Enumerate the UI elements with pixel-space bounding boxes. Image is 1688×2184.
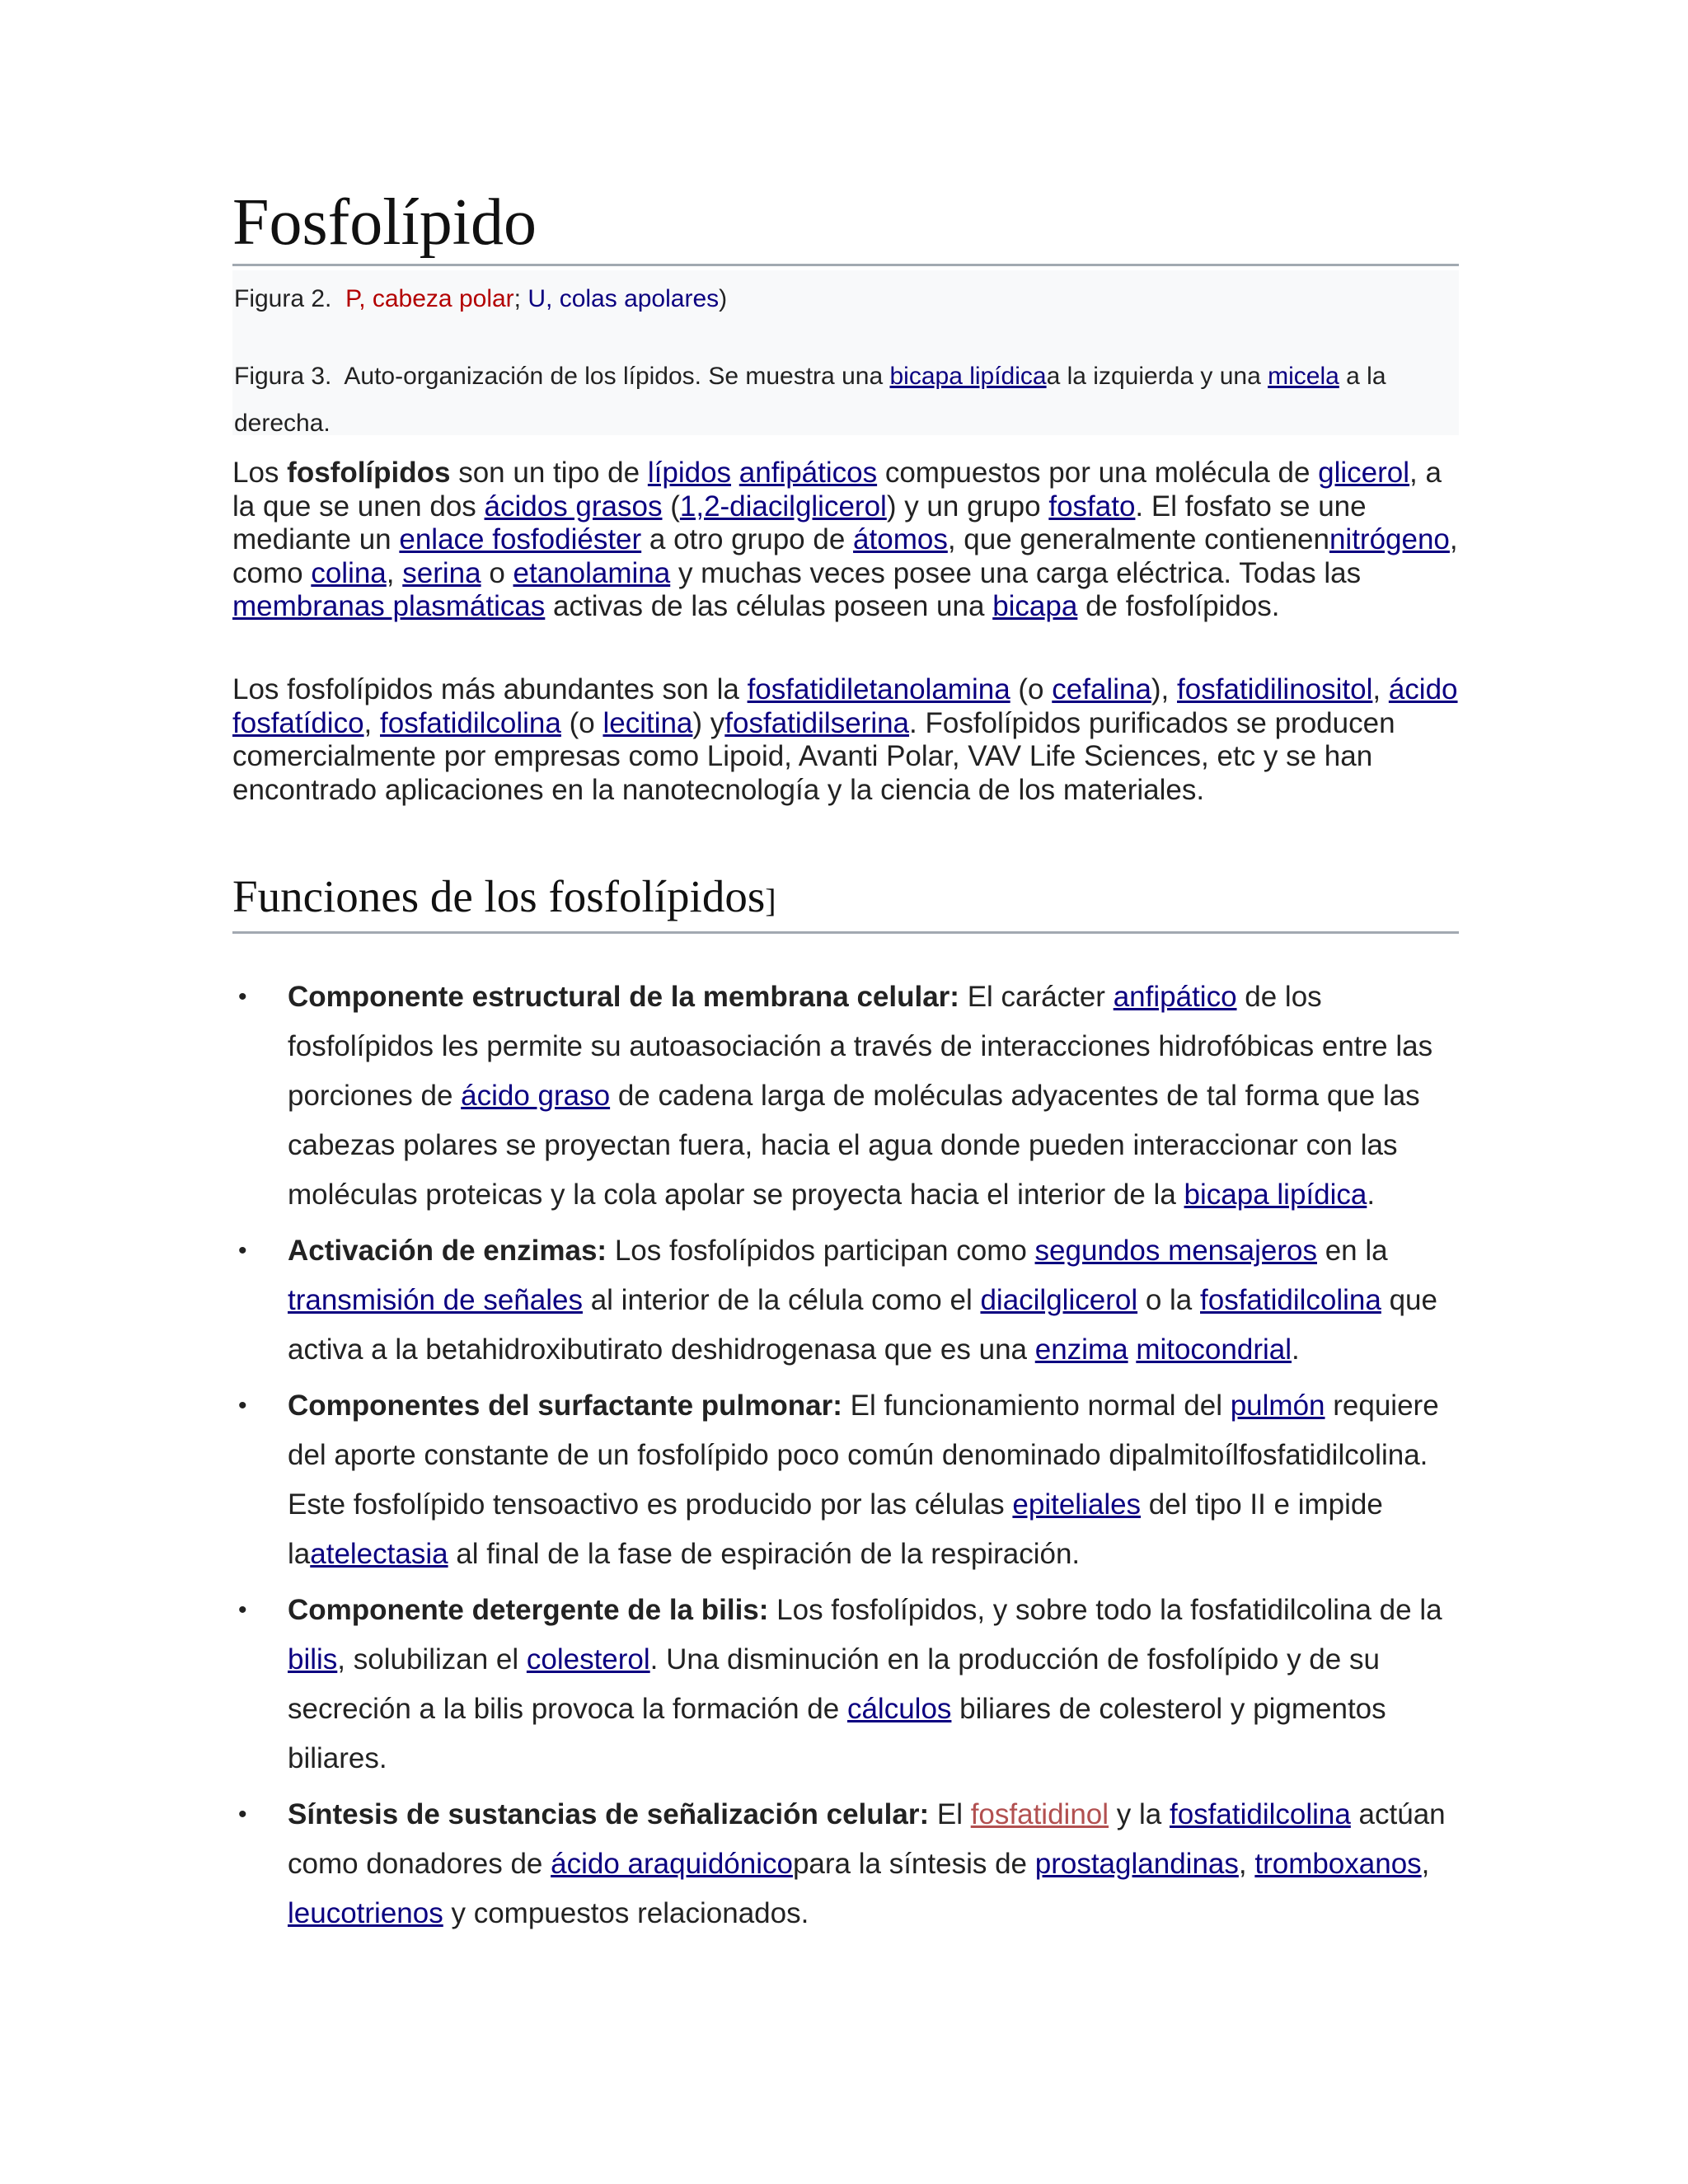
link-lecitina[interactable]: lecitina — [603, 706, 693, 739]
intro-text: , que generalmente contienen — [947, 523, 1329, 555]
abundant-text: (o — [1018, 673, 1044, 705]
link-epiteliales[interactable]: epiteliales — [1012, 1488, 1142, 1521]
figure-3-caption — [234, 353, 1457, 447]
list-item — [232, 1381, 1459, 1579]
intro-text: , como — [232, 523, 1458, 589]
link-fosfatidilinositol[interactable]: fosfatidilinositol — [1177, 673, 1373, 705]
fig3-text-2: a la izquierda y una — [1046, 363, 1261, 390]
link-transmision-senales[interactable]: transmisión de señales — [288, 1284, 583, 1316]
link-anfipatico[interactable]: anfipático — [1113, 981, 1237, 1013]
item-text: del tipo II e impide la — [288, 1488, 1383, 1570]
section-heading — [232, 868, 1459, 934]
abundant-text: , — [1372, 673, 1381, 705]
item-title: Componente estructural de la membrana celular: — [288, 981, 959, 1013]
item-text: o la — [1145, 1284, 1193, 1316]
section-bracket: ] — [765, 882, 776, 919]
link-atomos[interactable]: átomos — [853, 523, 948, 555]
link-tromboxanos[interactable]: tromboxanos — [1254, 1848, 1422, 1880]
link-fosfato[interactable]: fosfato — [1048, 490, 1136, 523]
fig2-polar-head: P, cabeza polar — [345, 285, 514, 312]
intro-text: de fosfolípidos. — [1085, 590, 1280, 622]
link-atelectasia[interactable]: atelectasia — [310, 1538, 448, 1570]
bullet-icon: • — [238, 1237, 247, 1264]
item-text: , — [1421, 1848, 1430, 1880]
link-enlace-fosfodiester[interactable]: enlace fosfodiéster — [399, 523, 642, 555]
link-serina[interactable]: serina — [402, 556, 481, 589]
item-title: Componente detergente de la bilis: — [288, 1594, 769, 1626]
link-acido-araquidonico[interactable]: ácido araquidónico — [551, 1848, 793, 1880]
list-item — [232, 1586, 1459, 1783]
intro-text: activas de las células poseen una — [553, 590, 985, 622]
bullet-icon: • — [238, 983, 247, 1010]
item-text: para la síntesis de — [792, 1848, 1028, 1880]
link-bilis[interactable]: bilis — [288, 1643, 338, 1675]
link-fosfatidilcolina[interactable]: fosfatidilcolina — [380, 706, 561, 739]
link-colina[interactable]: colina — [311, 556, 387, 589]
fig2-apolar-tails: U, colas apolares — [528, 285, 720, 312]
item-text: Los fosfolípidos participan como — [614, 1235, 1027, 1267]
item-title: Síntesis de sustancias de señalización celular: — [288, 1798, 930, 1830]
fig2-label: Figura 2. — [234, 285, 332, 312]
list-item — [232, 1790, 1459, 1938]
item-text: Los fosfolípidos, y sobre todo la fosfatidilcolina de la — [776, 1594, 1442, 1626]
item-text: . Una disminución en la producción de fosfolípido y de su secreción a la bilis provoca la formación de — [288, 1643, 1380, 1725]
intro-text: , a la que se unen dos — [232, 457, 1442, 523]
abundant-paragraph — [232, 673, 1459, 807]
item-text: y la — [1116, 1798, 1162, 1830]
item-title: Activación de enzimas: — [288, 1235, 607, 1267]
item-text: al interior de la célula como el — [590, 1284, 973, 1316]
figure-2-caption — [234, 285, 727, 313]
abundant-text: , — [363, 706, 373, 739]
link-etanolamina[interactable]: etanolamina — [513, 556, 671, 589]
bullet-icon: • — [238, 1596, 247, 1624]
link-lipidos[interactable]: lípidos — [647, 457, 732, 489]
item-text: biliares de colesterol y pigmentos biliares. — [288, 1693, 1386, 1774]
item-text: . — [1292, 1333, 1300, 1366]
intro-paragraph — [232, 457, 1459, 624]
abundant-text: . Fosfolípidos purificados se producen comercialmente por empresas como Lipoid, Avanti Polar, VAV Life Sciences, etc y se han encontrado aplicaciones en la nanotecnología y la ciencia de los materiales. — [232, 706, 1395, 806]
functions-list — [232, 972, 1459, 1945]
item-text: , — [1238, 1848, 1247, 1880]
link-acidos-grasos[interactable]: ácidos grasos — [484, 490, 663, 523]
figure-captions — [232, 270, 1459, 435]
link-bicapa-lipidica-2[interactable]: bicapa lipídica — [1184, 1179, 1367, 1211]
item-text: de cadena larga de moléculas adyacentes de tal forma que las cabezas polares se proyectan fuera, hacia el agua donde pueden interaccionar con las moléculas proteicas y la cola apolar se proyecta hacia el interior de la — [288, 1080, 1420, 1211]
intro-text: ) y un grupo — [886, 490, 1041, 523]
link-calculos[interactable]: cálculos — [846, 1693, 952, 1725]
intro-text: son un tipo de — [458, 457, 640, 489]
abundant-text: Los fosfolípidos más abundantes son la — [232, 673, 739, 705]
item-text: El — [936, 1798, 963, 1830]
link-nitrogeno[interactable]: nitrógeno — [1329, 523, 1450, 555]
abundant-text: (o — [569, 706, 595, 739]
section-title: Funciones de los fosfolípidos — [232, 871, 766, 921]
bullet-icon: • — [238, 1392, 247, 1419]
link-fosfatidinol[interactable]: fosfatidinol — [970, 1798, 1109, 1830]
fig2-close: ) — [719, 285, 728, 312]
link-cefalina[interactable]: cefalina — [1052, 673, 1151, 705]
item-text: requiere del aporte constante de un fosfolípido poco común denominado dipalmitoílfosfatidilcolina. Este fosfolípido tensoactivo es producido por las células — [288, 1390, 1439, 1521]
list-item — [232, 1226, 1459, 1375]
item-title: Componentes del surfactante pulmonar: — [288, 1390, 842, 1422]
intro-text: Los — [232, 457, 279, 489]
link-bicapa[interactable]: bicapa — [992, 590, 1078, 622]
intro-text: ( — [670, 490, 680, 523]
link-membranas-plasmaticas[interactable]: membranas plasmáticas — [232, 590, 546, 622]
fig3-label: Figura 3. — [234, 363, 332, 390]
item-text: al final de la fase de espiración de la respiración. — [456, 1538, 1081, 1570]
link-diacilglicerol[interactable]: 1,2-diacilglicerol — [679, 490, 887, 523]
item-text: en la — [1325, 1235, 1388, 1267]
list-item — [232, 972, 1459, 1220]
item-text: . — [1367, 1179, 1376, 1211]
intro-bold-term: fosfolípidos — [287, 457, 451, 489]
link-mitocondrial[interactable]: mitocondrial — [1136, 1333, 1292, 1366]
fig3-text-1: Auto-organización de los lípidos. Se muestra una — [344, 363, 884, 390]
intro-text: . El fosfato se une mediante un — [232, 490, 1367, 555]
link-acido-graso[interactable]: ácido graso — [461, 1080, 611, 1112]
link-fosfatidilcolina-3[interactable]: fosfatidilcolina — [1169, 1798, 1351, 1830]
bullet-icon: • — [238, 1801, 247, 1828]
fig3-text-3: a la derecha. — [234, 363, 1386, 437]
intro-text: , — [386, 556, 395, 589]
link-glicerol[interactable]: glicerol — [1318, 457, 1410, 489]
item-text: El funcionamiento normal del — [850, 1390, 1222, 1422]
link-enzima[interactable]: enzima — [1034, 1333, 1128, 1366]
item-text: que activa a la betahidroxibutirato deshidrogenasa que es una — [288, 1284, 1437, 1366]
intro-text: y muchas veces posee una carga eléctrica. Todas las — [678, 556, 1362, 589]
link-leucotrienos[interactable]: leucotrienos — [288, 1897, 443, 1929]
link-fosfatidilcolina-2[interactable]: fosfatidilcolina — [1200, 1284, 1381, 1316]
abundant-text: ) y — [692, 706, 725, 739]
link-anfipaticos[interactable]: anfipáticos — [738, 457, 878, 489]
item-text: y compuestos relacionados. — [451, 1897, 809, 1929]
link-segundos-mensajeros[interactable]: segundos mensajeros — [1034, 1235, 1317, 1267]
link-fosfatidilserina[interactable]: fosfatidilserina — [724, 706, 910, 739]
link-micela[interactable]: micela — [1268, 363, 1339, 390]
fig2-sep: ; — [513, 285, 522, 312]
link-prostaglandinas[interactable]: prostaglandinas — [1034, 1848, 1239, 1880]
link-diacilglicerol-2[interactable]: diacilglicerol — [980, 1284, 1138, 1316]
intro-text: a otro grupo de — [649, 523, 846, 555]
item-text: actúan como donadores de — [288, 1798, 1446, 1880]
item-text: , solubilizan el — [337, 1643, 519, 1675]
link-pulmon[interactable]: pulmón — [1230, 1390, 1325, 1422]
intro-text: compuestos por una molécula de — [884, 457, 1311, 489]
abundant-text: ), — [1151, 673, 1170, 705]
link-acido-fosfatidico[interactable]: ácido fosfatídico — [232, 673, 1458, 739]
item-text: El carácter — [967, 981, 1105, 1013]
link-colesterol[interactable]: colesterol — [526, 1643, 650, 1675]
page-title: Fosfolípido — [232, 183, 1459, 266]
intro-text: o — [489, 556, 505, 589]
link-bicapa-lipidica[interactable]: bicapa lipídica — [889, 363, 1047, 390]
link-fosfatidiletanolamina[interactable]: fosfatidiletanolamina — [747, 673, 1010, 705]
item-text: de los fosfolípidos les permite su autoasociación a través de interacciones hidrofóbicas entre las porciones de — [288, 981, 1433, 1112]
